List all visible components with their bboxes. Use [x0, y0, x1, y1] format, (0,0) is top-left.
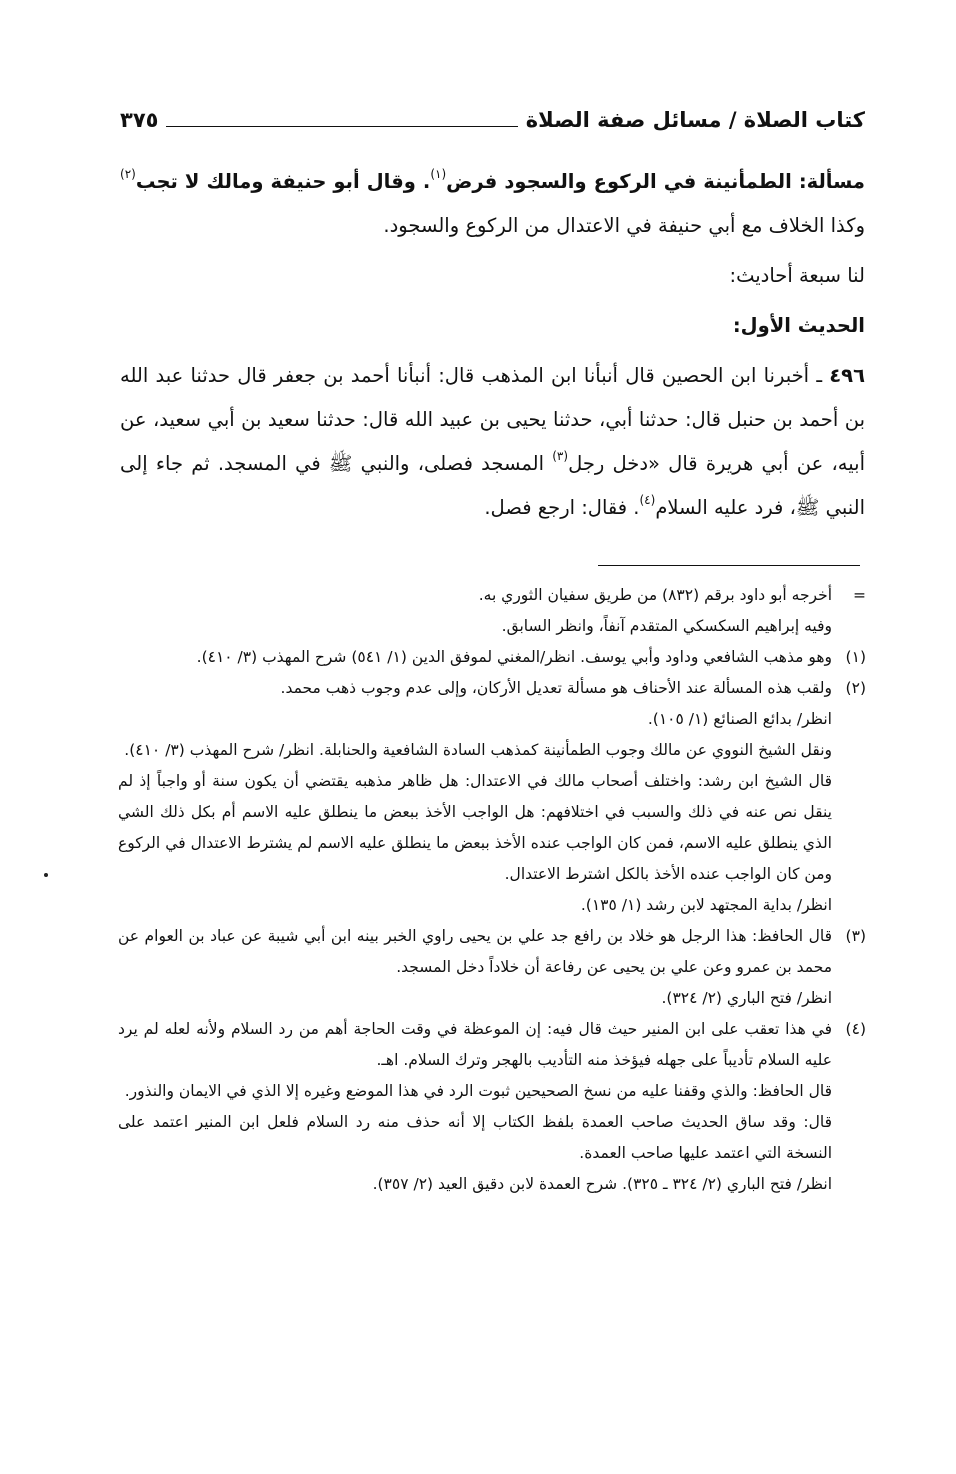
hadith-number: ٤٩٦ [829, 364, 865, 387]
hadith-text-2: المسجد فصلى، والنبي ﷺ في المسجد. ثم جاء إلى النبي ﷺ، فرد عليه السلام [120, 452, 865, 519]
footnote-line: أخرجه أبو داود برقم (٨٣٢) من طريق سفيان الثوري به. [478, 586, 832, 604]
footnote-line: انظر/ بداية المجتهد لابن رشد (١/ ١٣٥). [580, 896, 832, 914]
footnote-marker: (٤) [845, 1020, 866, 1038]
footnote-ref-2: (٢) [120, 167, 136, 181]
footnote-line: انظر/ بدائع الصنائع (١/ ١٠٥). [647, 710, 832, 728]
issue-paragraph [120, 160, 865, 248]
footnote-marker: (٣) [845, 927, 866, 945]
hadith-text-1: ـ أخبرنا ابن الحصين قال أنبأنا ابن المذهب قال: أنبأنا أحمد بن جعفر قال حدثنا عبد الله بن أحمد بن حنبل قال: حدثنا أبي، حدثنا يحيى بن عبيد الله قال: حدثنا سعيد بن أبي سعيد، عن أبيه، عن أبي هريرة قال «دخل رجل [120, 364, 865, 475]
footnote-3 [118, 921, 866, 1014]
hadith-text-3: . فقال: ارجع فصل. [484, 496, 640, 519]
hadith-paragraph [120, 354, 865, 530]
issue-heading: مسألة: الطمأنينة في الركوع والسجود فرض [446, 170, 866, 193]
footnote-marker: (١) [845, 648, 866, 666]
issue-continuation: . وقال أبو حنيفة ومالك لا تجب [135, 170, 431, 193]
footnote-line: انظر/ فتح الباري (٢/ ٣٢٤). [661, 989, 832, 1007]
seven-hadiths-line: لنا سبعة أحاديث: [729, 264, 865, 287]
footnote-1 [118, 642, 866, 673]
footnote-line: وفيه إبراهيم السكسكي المتقدم آنفاً، وانظر السابق. [501, 617, 832, 635]
footnote-line: ولقب هذه المسألة عند الأحناف هو مسألة تعديل الأركان، وإلى عدم وجوب ذهب محمد. [280, 679, 832, 697]
footnote-line: قال الحافظ: هذا الرجل هو خلاد بن رافع جد علي بن يحيى راوي الخبر بينه ابن أبي شيبة عن عباد بن العوام عن محمد بن عمرو وعن علي بن يحيى عن رفاعة أن خلاداً دخل المسجد. [118, 927, 832, 976]
footnote-continued [118, 580, 866, 642]
footnote-marker: (٢) [845, 679, 866, 697]
footnote-2 [118, 673, 866, 921]
footnote-line: قال الشيخ ابن رشد: واختلف أصحاب مالك في الاعتدال: هل ظاهر مذهبه يقتضي أن يكون سنة أو واجباً إذ لم ينقل نص عنه في ذلك والسبب في اختلافهم: هل الواجب الأخذ ببعض ما ينطلق عليه الاسم أم بكل ذلك الشي الذي ينطلق عليه الاسم، فمن كان الواجب عنده الأخذ ببعض ما ينطلق عليه الاسم لم يشترط الاعتدال في الركوع ومن كان الواجب عنده الأخذ بالكل اشترط الاعتدال. [118, 772, 832, 883]
footnote-line: قال: وقد ساق الحديث صاحب العمدة بلفظ الكتاب إلا أنه حذف منه رد السلام فلعل ابن المنير اعتمد على النسخة التي اعتمد عليها صاحب العمدة. [118, 1113, 832, 1162]
footnote-4 [118, 1014, 866, 1200]
footnote-marker: = [853, 586, 866, 604]
footnote-ref-1: (١) [430, 167, 447, 181]
footnotes [118, 580, 866, 1200]
first-hadith-heading [120, 304, 865, 348]
footnote-line: قال الحافظ: والذي وقفنا عليه من نسخ الصحيحين ثبوت الرد في هذا الموضع وغيره إلا الذي في الايمان والنذور. [124, 1082, 832, 1100]
page-number: ٣٧٥ [120, 108, 159, 132]
footnote-line: انظر/ فتح الباري (٢/ ٣٢٤ ـ ٣٢٥). شرح العمدة لابن دقيق العيد (٢/ ٣٥٧). [372, 1175, 832, 1193]
first-hadith-label: الحديث الأول: [732, 314, 865, 337]
footnote-ref-4: (٤) [639, 493, 656, 507]
header-title: كتاب الصلاة / مسائل صفة الصلاة [525, 108, 865, 132]
footnote-separator [598, 565, 860, 566]
running-header [120, 100, 865, 140]
main-text [120, 160, 865, 530]
footnote-ref-3: (٣) [552, 449, 569, 463]
footnote-line: في هذا تعقب على ابن المنير حيث قال فيه: إن الموعظة في وقت الحاجة أهم من رد السلام ولأنه لعله لم يرد عليه السلام تأديباً على جهله فيؤخذ منه التأديب بالهجر وترك السلام. اهـ. [118, 1020, 832, 1069]
margin-speck [44, 873, 48, 877]
header-rule [166, 114, 517, 127]
footnote-line: وهو مذهب الشافعي وداود وأبي يوسف. انظر/المغني لموفق الدين (١/ ٥٤١) شرح المهذب (٣/ ٤١٠). [196, 648, 832, 666]
issue-line-2: وكذا الخلاف مع أبي حنيفة في الاعتدال من الركوع والسجود. [383, 214, 865, 237]
footnote-line: ونقل الشيخ النووي عن مالك وجوب الطمأنينة كمذهب السادة الشافعية والحنابلة. انظر/ شرح المهذب (٣/ ٤١٠). [124, 741, 832, 759]
